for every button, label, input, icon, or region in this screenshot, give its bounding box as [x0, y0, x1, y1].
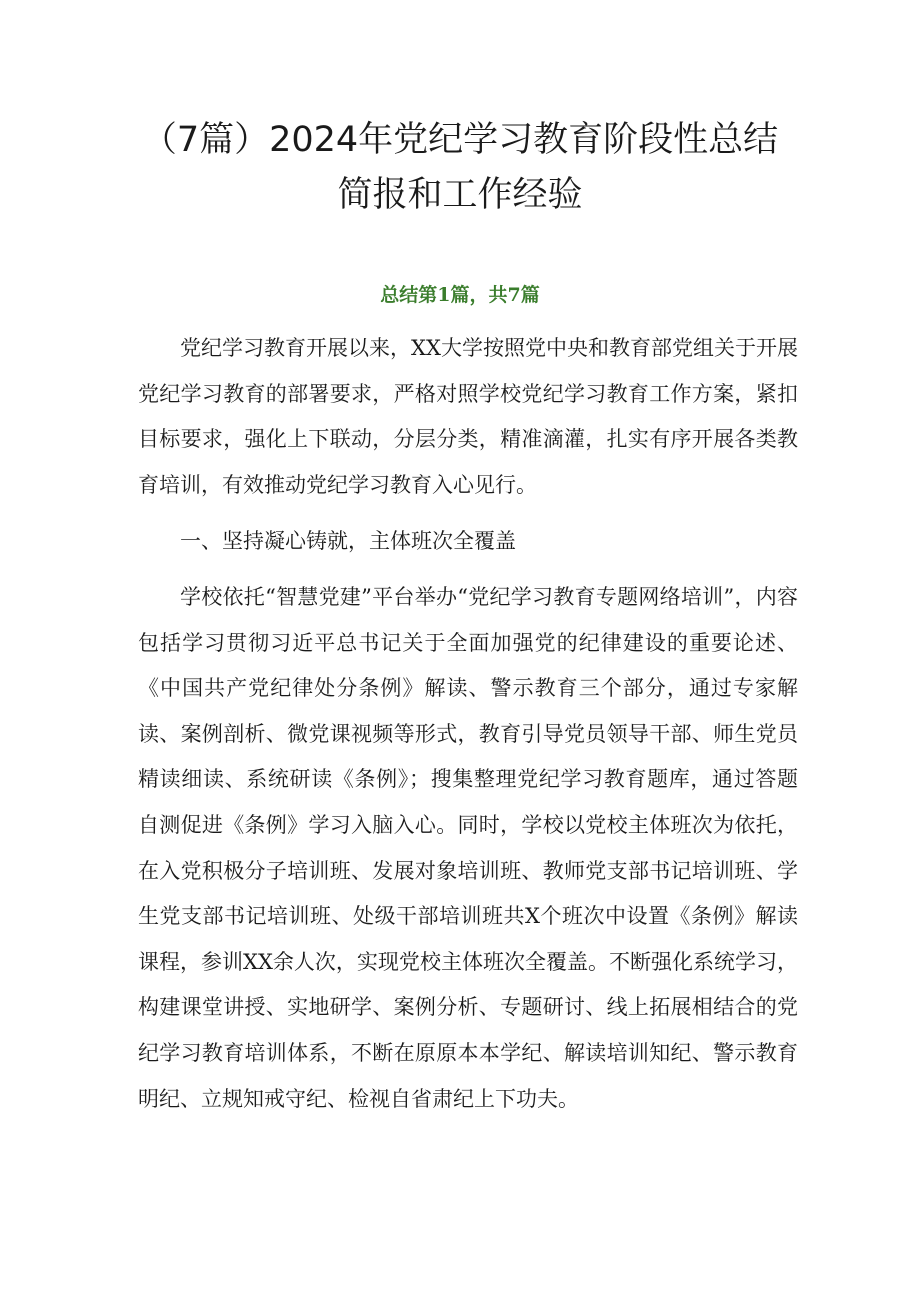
section-paragraph: 学校依托“智慧党建”平台举办“党纪学习教育专题网络培训”，内容包括学习贯彻习近平总书记关于全面加强党的纪律建设的重要论述、《中国共产党纪律处分条例》解读、警示教育三个部分，通过专家解读、案例剖析、微党课视频等形式，教育引导党员领导干部、师生党员精读细读、系统研读《条例》；搜集整理党纪学习教育题库，通过答题自测促进《条例》学习入脑入心。同时，学校以党校主体班次为依托，在入党积极分子培训班、发展对象培训班、教师党支部书记培训班、学生党支部书记培训班、处级干部培训班共X个班次中设置《条例》解读课程，参训XX余人次，实现党校主体班次全覆盖。不断强化系统学习，构建课堂讲授、实地研学、案例分析、专题研讨、线上拓展相结合的党纪学习教育培训体系，不断在原原本本学纪、解读培训知纪、警示教育明纪、立规知戒守纪、检视自省肃纪上下功夫。 — [138, 585, 798, 1111]
document-title-line-2: 简报和工作经验 — [337, 175, 583, 215]
document-title-line-1: （7篇）2024年党纪学习教育阶段性总结 — [141, 120, 779, 160]
document-subtitle: 总结第1篇，共7篇 — [380, 284, 540, 306]
intro-paragraph: 党纪学习教育开展以来，XX大学按照党中央和教育部党组关于开展党纪学习教育的部署要求，严格对照学校党纪学习教育工作方案，紧扣目标要求，强化上下联动，分层分类，精准滴灌，扎实有序开展各类教育培训，有效推动党纪学习教育入心见行。 — [138, 336, 798, 497]
section-heading: 一、坚持凝心铸就，主体班次全覆盖 — [180, 529, 516, 553]
